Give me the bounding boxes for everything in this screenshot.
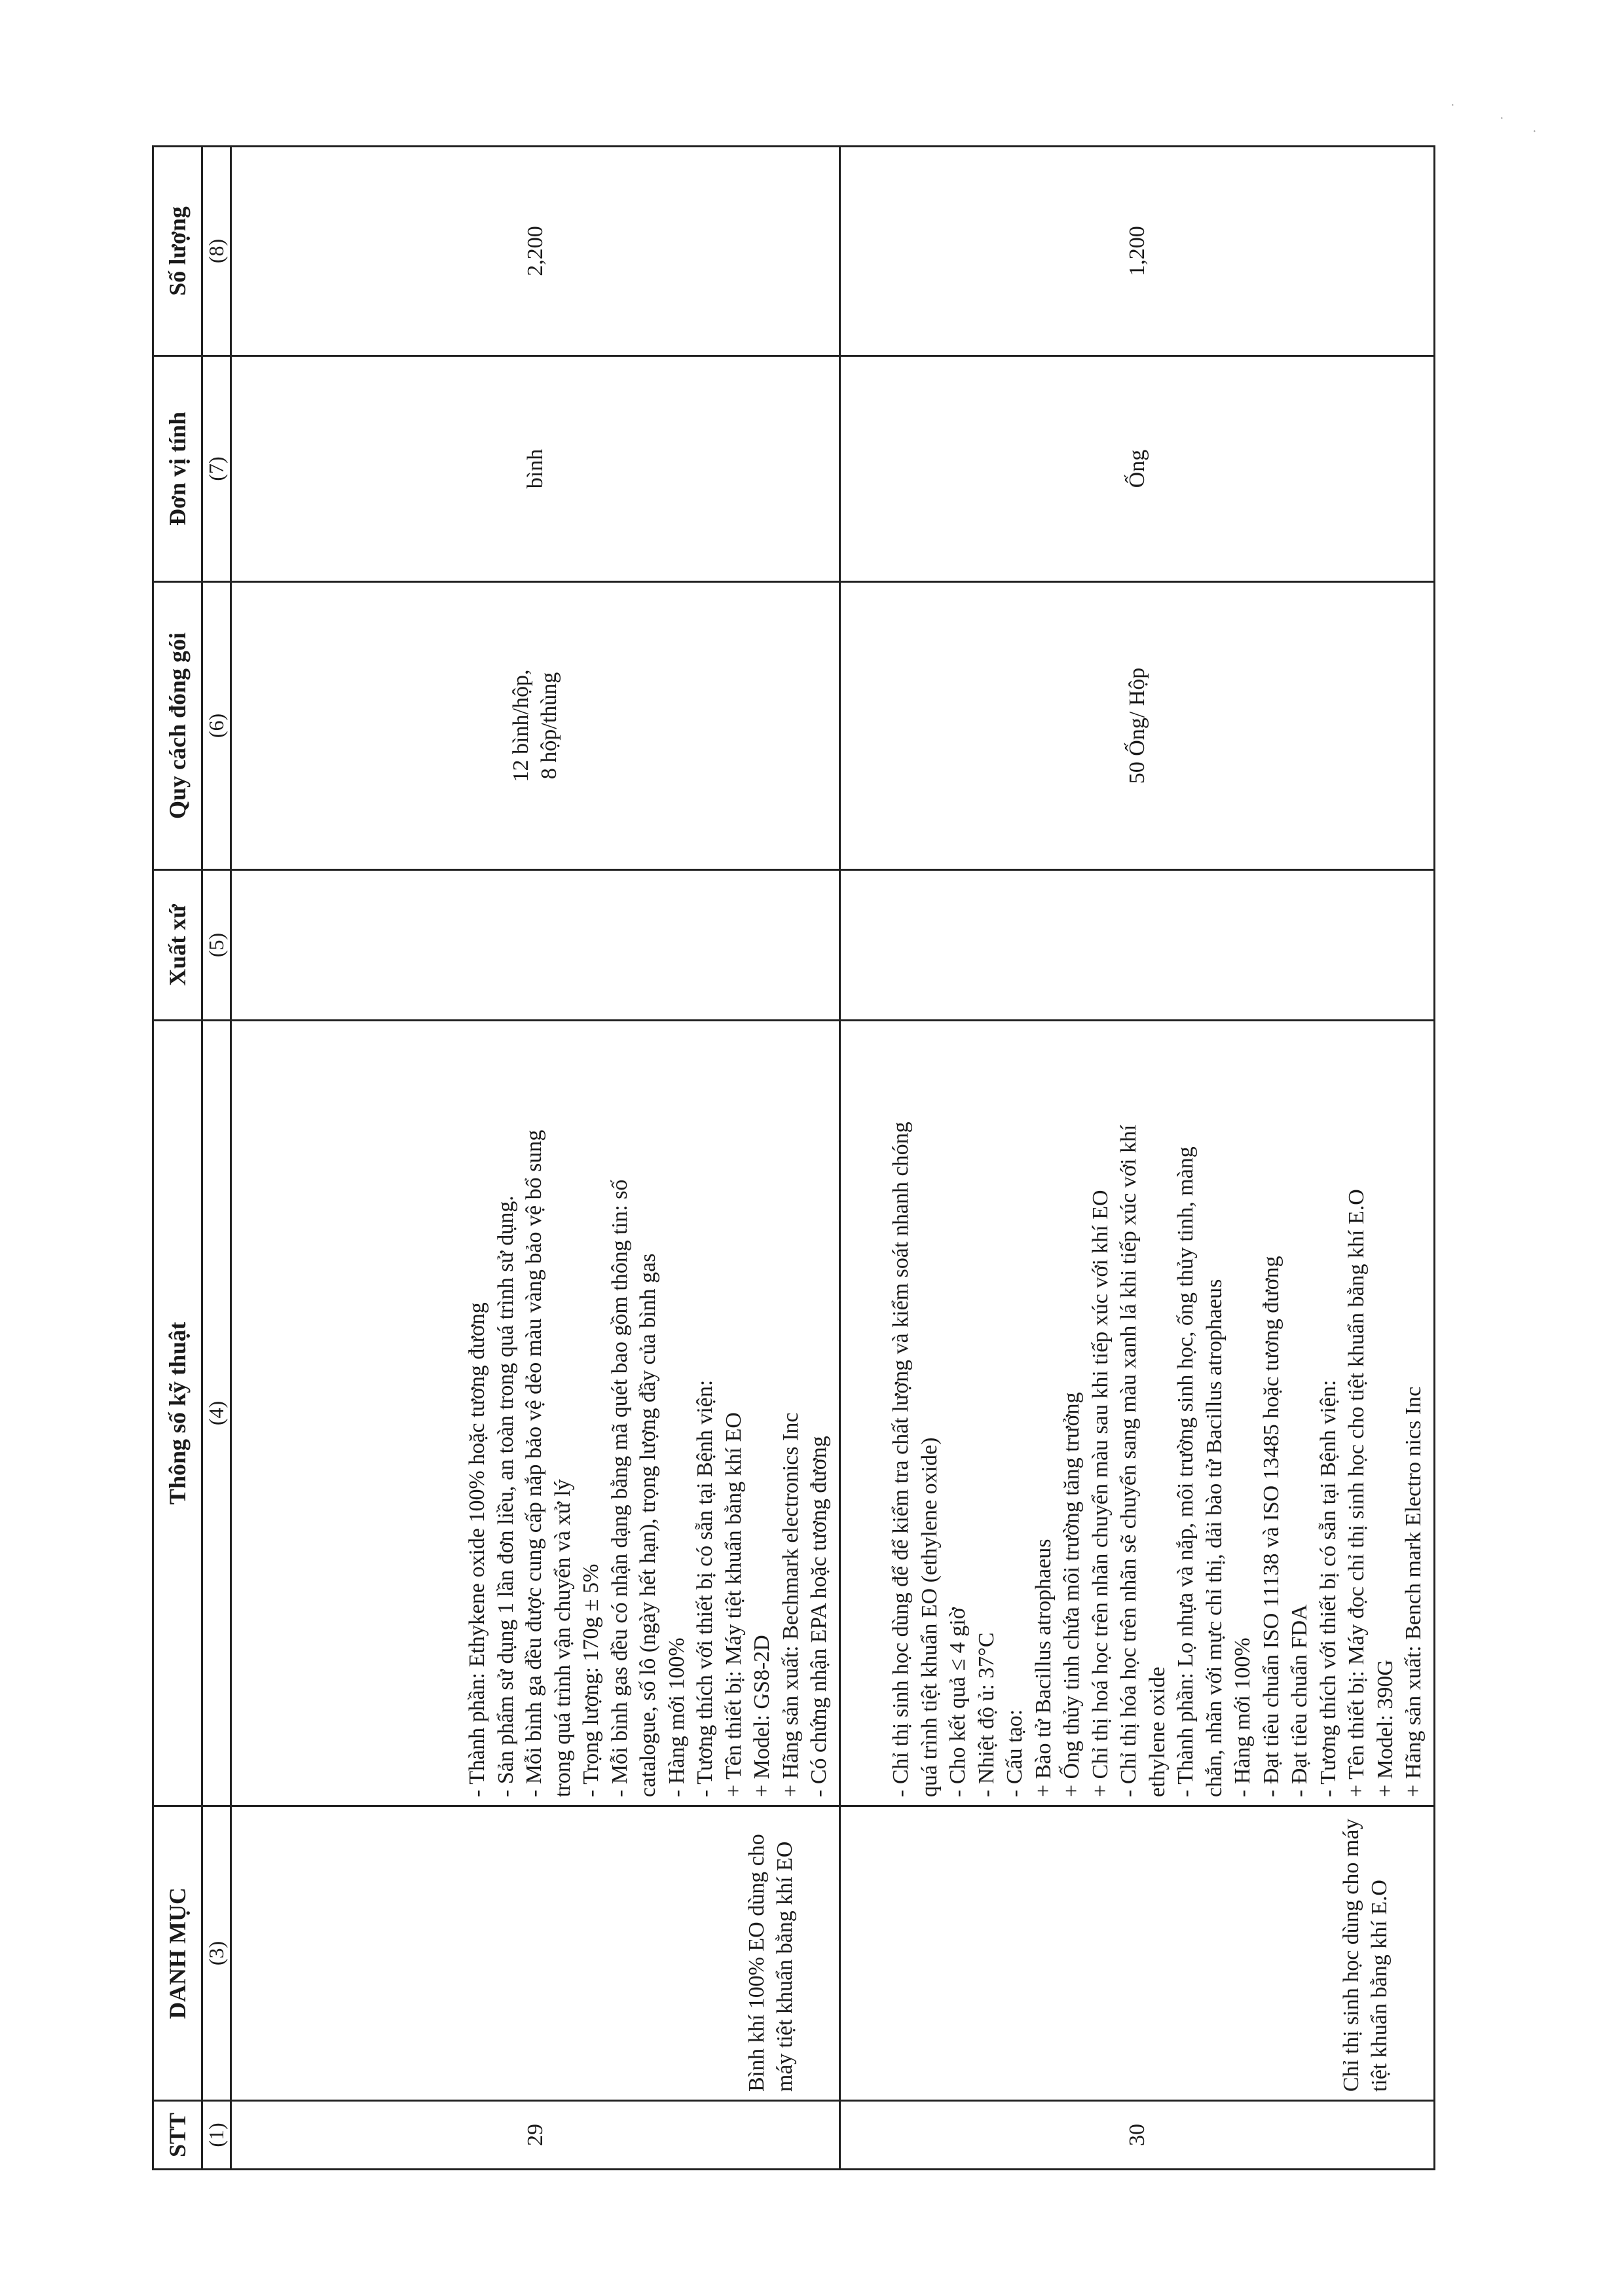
spec-line: - Cho kết quả ≤ 4 giờ [946,1607,970,1797]
spec-line: - Chỉ thị hóa học trên nhãn sẽ chuyển sang màu xanh lá khi tiếp xúc với khí [1116,1124,1141,1797]
spec-line: ethylene oxide [1145,1666,1170,1797]
scan-speck: · [1532,124,1537,139]
spec-line: - Mỗi bình ga đều được cung cấp nắp bảo vệ dẻo màu vàng bảo vệ bổ sung [522,1129,547,1797]
column-number-row [202,147,231,2170]
column-number: (8) [202,147,231,356]
row-stt: 30 [840,2101,1434,2170]
spec-line: chắn, nhãn với mực chỉ thị, dải bào tử Bacillus atrophaeus [1202,1279,1227,1797]
row-origin [840,870,1434,1021]
row-quantity: 2,200 [231,147,840,356]
column-number: (6) [202,582,231,870]
row-unit: bình [231,356,840,582]
table-row [231,147,840,2170]
spec-line: catalogue, số lô (ngày hết hạn), trọng lượng đầy của bình gas [636,1253,661,1797]
spec-line: + Hãng sản xuất: Bench mark Electro nics Inc [1401,1386,1426,1797]
header-origin: Xuất xứ [153,870,202,1021]
spec-line: + Hãng sản xuất: Bechmark electronics Inc [778,1412,803,1797]
row-spec [840,1021,1434,1806]
spec-line: - Đạt tiêu chuẩn FDA [1287,1604,1312,1797]
header-quantity: Số lượng [153,147,202,356]
row-spec [231,1021,840,1806]
spec-line: - Chỉ thị sinh học dùng để để kiểm tra chất lượng và kiểm soát nhanh chóng [889,1121,913,1797]
row-stt: 29 [231,2101,840,2170]
header-spec: Thông số kỹ thuật [153,1021,202,1806]
specification-table [152,145,1435,2170]
spec-line: - Có chứng nhận EPA hoặc tương đương [807,1436,832,1797]
packaging-line: 50 Ống/ Hộp [1124,667,1149,784]
spec-line: - Đạt tiêu chuẩn ISO 11138 và ISO 13485 hoặc tương đương [1259,1256,1283,1797]
row-category: Chỉ thị sinh học dùng cho máy tiệt khuẩn bằng khí E.O [840,1806,1434,2101]
row-packaging [840,582,1434,870]
header-unit: Đơn vị tính [153,356,202,582]
spec-line: - Sản phẩm sử dụng 1 lần đơn liều, an toàn trong quá trình sử dụng. [493,1195,518,1797]
spec-line: - Tương thích với thiết bị có sẵn tại Bệnh viện: [1316,1379,1340,1797]
spec-line: + Model: 390G [1373,1660,1397,1797]
row-quantity: 1,200 [840,147,1434,356]
column-number: (5) [202,870,231,1021]
spec-line: + Tên thiết bị: Máy đọc chỉ thị sinh học cho tiệt khuẩn bằng khí E.O [1344,1189,1369,1797]
header-row [153,147,202,2170]
spec-line: - Thành phần: Ethykene oxide 100% hoặc tương đương [465,1302,490,1797]
spec-line: quá trình tiệt khuẩn EO (ethylene oxide) [917,1437,942,1797]
spec-line: trong quá trình vận chuyển và xử lý [550,1479,575,1797]
spec-line: - Hàng mới 100% [664,1637,689,1797]
spec-line: - Cấu tạo: [1003,1709,1027,1797]
spec-line: + Ống thủy tinh chứa môi trường tăng trưởng [1060,1392,1084,1797]
spec-line: + Tên thiết bị: Máy tiệt khuẩn bằng khí EO [721,1412,746,1797]
header-packaging: Quy cách đóng gói [153,582,202,870]
spec-line: - Hàng mới 100% [1230,1637,1255,1797]
table-row [840,147,1434,2170]
spec-line: - Nhiệt độ ủ: 37°C [974,1632,999,1797]
spec-line: - Mỗi bình gas đều có nhận dạng bằng mã quét bao gồm thông tin: số [607,1179,632,1797]
column-number: (3) [202,1806,231,2101]
packaging-line: 12 bình/hộp, [508,669,533,782]
column-number: (1) [202,2101,231,2170]
header-stt: STT [153,2101,202,2170]
spec-line: + Chỉ thị hoá học trên nhãn chuyển màu sau khi tiếp xúc với khí EO [1088,1190,1113,1797]
spec-line: + Model: GS8-2D [750,1635,775,1797]
spec-line: - Trọng lượng: 170g ± 5% [579,1563,604,1797]
header-category: DANH MỤC [153,1806,202,2101]
column-number: (4) [202,1021,231,1806]
rotated-table-sheet [152,147,1435,2170]
spec-line: - Tương thích với thiết bị có sẵn tại Bệnh viện: [693,1379,718,1797]
packaging-line: 8 hộp/thùng [537,672,562,780]
row-category: Bình khí 100% EO dùng cho máy tiệt khuẩn bằng khí EO [231,1806,840,2101]
scan-speck: · [1450,98,1455,113]
spec-line: - Thành phần: Lọ nhựa và nắp, môi trường sinh học, ống thủy tinh, màng [1173,1146,1198,1797]
spec-line: + Bào tử Bacillus atrophaeus [1031,1539,1056,1797]
column-number: (7) [202,356,231,582]
row-packaging [231,582,840,870]
scan-speck: · [1500,111,1504,126]
row-origin [231,870,840,1021]
row-unit: Ống [840,356,1434,582]
